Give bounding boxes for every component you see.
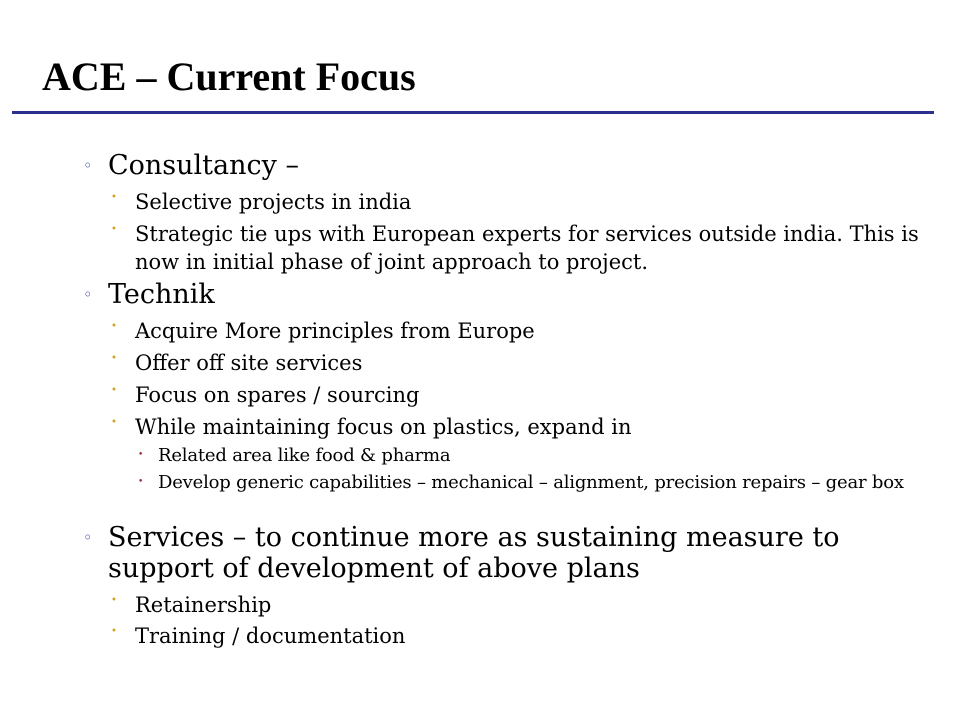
bullet-item-training — [111, 622, 921, 650]
hollow-bullet-icon: ◦ — [83, 156, 93, 175]
bullet-text: Retainership — [135, 593, 272, 617]
dot-bullet-icon: • — [111, 417, 117, 428]
bullet-item-develop-generic — [138, 473, 908, 493]
dot-bullet-icon: • — [111, 595, 117, 606]
hollow-bullet-icon: ◦ — [83, 285, 93, 304]
bullet-item-offer-off-site — [111, 349, 921, 377]
bullet-text: Related area like food & pharma — [158, 445, 451, 466]
bullet-text: Offer off site services — [135, 351, 363, 375]
bullet-item-maintaining-focus — [111, 413, 921, 441]
bullet-item-technik — [83, 279, 883, 310]
bullet-item-selective-projects — [111, 188, 921, 216]
bullet-text: Focus on spares / sourcing — [135, 383, 420, 407]
bullet-item-consultancy — [83, 150, 883, 181]
bullet-text: Acquire More principles from Europe — [135, 319, 535, 343]
bullet-text: Develop generic capabilities – mechanical – alignment, precision repairs – gear box — [158, 472, 904, 493]
bullet-text: Technik — [108, 279, 215, 310]
dot-bullet-icon: • — [111, 224, 117, 235]
dot-bullet-icon: • — [111, 385, 117, 396]
bullet-item-strategic-tie-ups — [111, 220, 921, 276]
dot-bullet-icon: • — [111, 626, 117, 637]
bullet-item-retainership — [111, 591, 921, 619]
bullet-text: Consultancy – — [108, 150, 299, 181]
small-bullet-icon: • — [138, 477, 144, 487]
bullet-text: Services – to continue more as sustaining measure to support of development of above plans — [108, 522, 840, 584]
bullet-text: Training / documentation — [135, 624, 406, 648]
bullet-item-focus-spares — [111, 381, 921, 409]
bullet-item-services — [83, 522, 883, 584]
dot-bullet-icon: • — [111, 353, 117, 364]
bullet-text: Strategic tie ups with European experts for services outside india. This is now in initial phase of joint approach to project. — [135, 222, 919, 274]
dot-bullet-icon: • — [111, 321, 117, 332]
bullet-item-acquire-principles — [111, 317, 921, 345]
bullet-text: While maintaining focus on plastics, expand in — [135, 415, 632, 439]
dot-bullet-icon: • — [111, 192, 117, 203]
small-bullet-icon: • — [138, 450, 144, 460]
slide-title: ACE – Current Focus — [42, 54, 416, 99]
hollow-bullet-icon: ◦ — [83, 528, 93, 547]
bullet-text: Selective projects in india — [135, 190, 412, 214]
bullet-item-related-area — [138, 446, 908, 466]
